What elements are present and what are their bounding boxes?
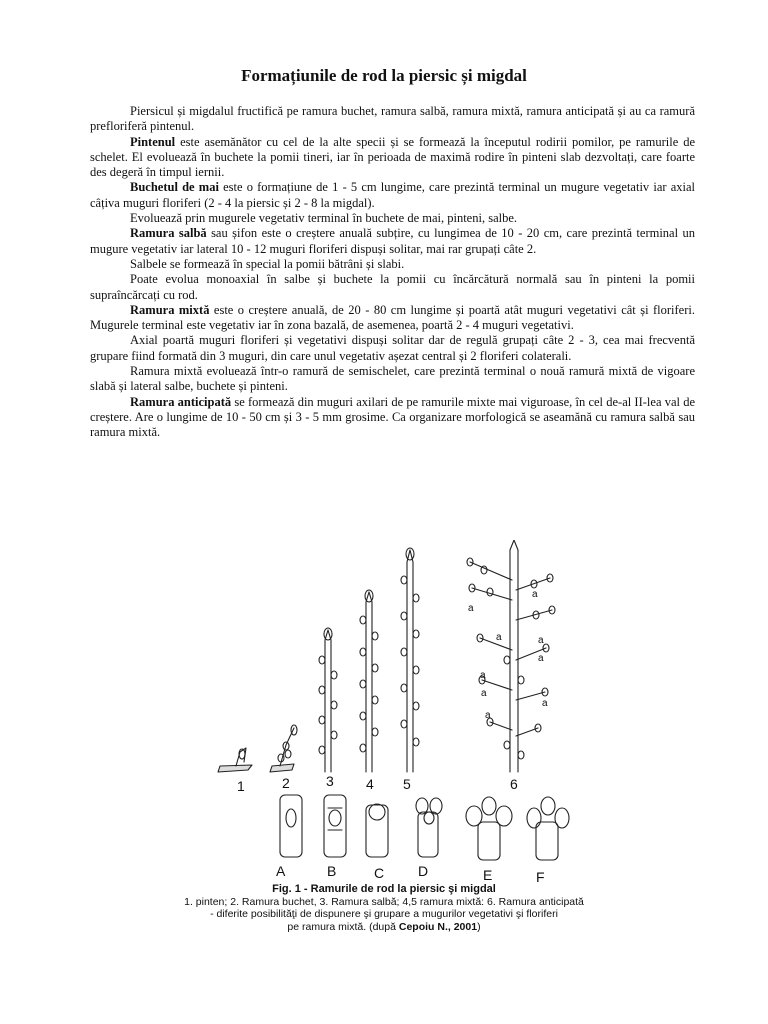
bud-label-E: E (483, 867, 493, 883)
paragraph (90, 104, 695, 135)
paragraph-text: Evoluează prin mugurele vegetativ terminal în buchete de mai, pinteni, salbe. (130, 211, 518, 226)
bud-label-F: F (536, 869, 545, 885)
caption-author: Cepoiu N., 2001 (398, 920, 478, 933)
paragraph (90, 226, 695, 257)
paragraph-text: Ramura mixtă evoluează într-o ramură de semischelet, care prezintă terminal o nouă ramură mixtă de vigoare slabă și lateral salbe, buchete și pinteni. (90, 364, 695, 394)
annotation-a: a (538, 635, 544, 646)
caption-line (0, 921, 768, 934)
paragraph-text: se formează din muguri axilari de pe ramurile mixte mai viguroase, în cel de-al II-lea val de creștere. Are o lungime de 10 - 50 cm și 3 - 5 mm grosime. Ca organizare morfologică se aseamănă cu ramura salbă sau ramura mixtă. (90, 394, 695, 440)
paragraph (90, 211, 695, 226)
body-text (90, 104, 695, 441)
annotation-a: a (538, 653, 544, 664)
bud-group-D (416, 798, 442, 857)
branch-3-salba (319, 628, 337, 772)
bud-group-A (280, 795, 302, 857)
caption-title: Fig. 1 - Ramurile de rod la piersic şi migdal (272, 883, 496, 895)
paragraph (90, 333, 695, 364)
branch-1-spur (218, 748, 252, 772)
paragraph-text: Axial poartă muguri floriferi și vegetativi dispuși solitar dar de regulă grupați câte 2 - 3, cea mai frecventă grupare fiind formată din 3 muguri, din care unul vegetativ așezat central și 2 floriferi colaterali. (90, 333, 695, 363)
caption-text: ) (477, 920, 481, 933)
paragraph-text: Poate evolua monoaxial în salbe și buchete la pomii cu încărcătură normală sau în pinteni la pomii supraîncărcați cu rod. (90, 272, 695, 302)
annotation-a: a (480, 670, 486, 681)
bud-group-B (324, 795, 346, 857)
caption-text: pe ramura mixtă. (după (287, 920, 399, 933)
bud-group-F (527, 797, 569, 860)
branch-5-mixed (401, 548, 419, 772)
caption-line: 1. pinten; 2. Ramura buchet, 3. Ramura salbă; 4,5 ramura mixtă: 6. Ramura anticipată (184, 895, 584, 908)
term-ramura-anticipata: Ramura anticipată (130, 394, 232, 409)
branch-label-5: 5 (403, 776, 411, 792)
branch-label-6: 6 (510, 776, 518, 792)
paragraph (90, 364, 695, 395)
term-pintenul: Pintenul (130, 134, 176, 149)
bud-group-E (466, 797, 512, 860)
paragraph-text: sau șifon este o creștere anuală subțire, cu lungimea de 10 - 20 cm, care prezintă terminal un mugure vegetativ iar lateral 10 - 12 muguri floriferi dispuși solitar, mai rar grupați câte 2. (90, 226, 695, 256)
term-ramura-mixta: Ramura mixtă (130, 302, 210, 317)
bud-group-C (366, 804, 388, 857)
paragraph (90, 303, 695, 334)
paragraph-text: Salbele se formează în special la pomii bătrâni și slabi. (130, 256, 405, 271)
branch-label-1: 1 (237, 778, 245, 794)
annotation-a: a (532, 589, 538, 600)
bud-label-D: D (418, 863, 429, 879)
branch-4-mixed (360, 590, 378, 772)
paragraph-text: este asemănător cu cel de la alte specii și se formează la începutul rodirii pomilor, pe ramurile de schelet. El evoluează în buchete la pomii tineri, iar în perioada de maximă rodire în pinteni slab dezvoltați, care foarte des degeră în timpul iernii. (90, 134, 695, 180)
bud-label-C: C (374, 865, 385, 881)
term-ramura-salba: Ramura salbă (130, 226, 207, 241)
paragraph (90, 135, 695, 181)
paragraph-text: este o formațiune de 1 - 5 cm lungime, care prezintă terminal un mugure vegetativ iar axial câțiva muguri floriferi (2 - 4 la piersic și 2 - 8 la migdal). (90, 180, 695, 210)
fruiting-branches-illustration (200, 540, 580, 885)
bud-label-A: A (276, 863, 286, 879)
bud-label-B: B (327, 863, 337, 879)
branch-label-2: 2 (282, 775, 290, 791)
paragraph (90, 180, 695, 211)
paragraph (90, 257, 695, 272)
figure-caption (0, 883, 768, 933)
paragraph-text: Piersicul și migdalul fructifică pe ramura buchet, ramura salbă, ramura mixtă, ramura anticipată și au ca ramură prefloriferă pintenul. (90, 104, 695, 134)
term-buchetul: Buchetul de mai (130, 180, 219, 195)
page-title: Formațiunile de rod la piersic și migdal (241, 66, 527, 85)
branch-2-bouquet (270, 725, 297, 772)
branch-label-3: 3 (326, 773, 334, 789)
branch-label-4: 4 (366, 776, 374, 792)
annotation-a: a (542, 698, 548, 709)
annotation-a: a (468, 603, 474, 614)
paragraph (90, 395, 695, 441)
annotation-a: a (485, 710, 491, 721)
paragraph-text: este o creștere anuală, de 20 - 80 cm lungime și poartă atât muguri vegetativi cât și floriferi. Mugurele terminal este vegetativ iar în zona bazală, de asemenea, poartă 2 - 4 muguri vegetativi. (90, 302, 695, 333)
annotation-a: a (496, 632, 502, 643)
caption-line: - diferite posibilităţi de dispunere şi grupare a mugurilor vegetativi şi floriferi (210, 908, 558, 921)
annotation-a: a (481, 688, 487, 699)
paragraph (90, 272, 695, 303)
